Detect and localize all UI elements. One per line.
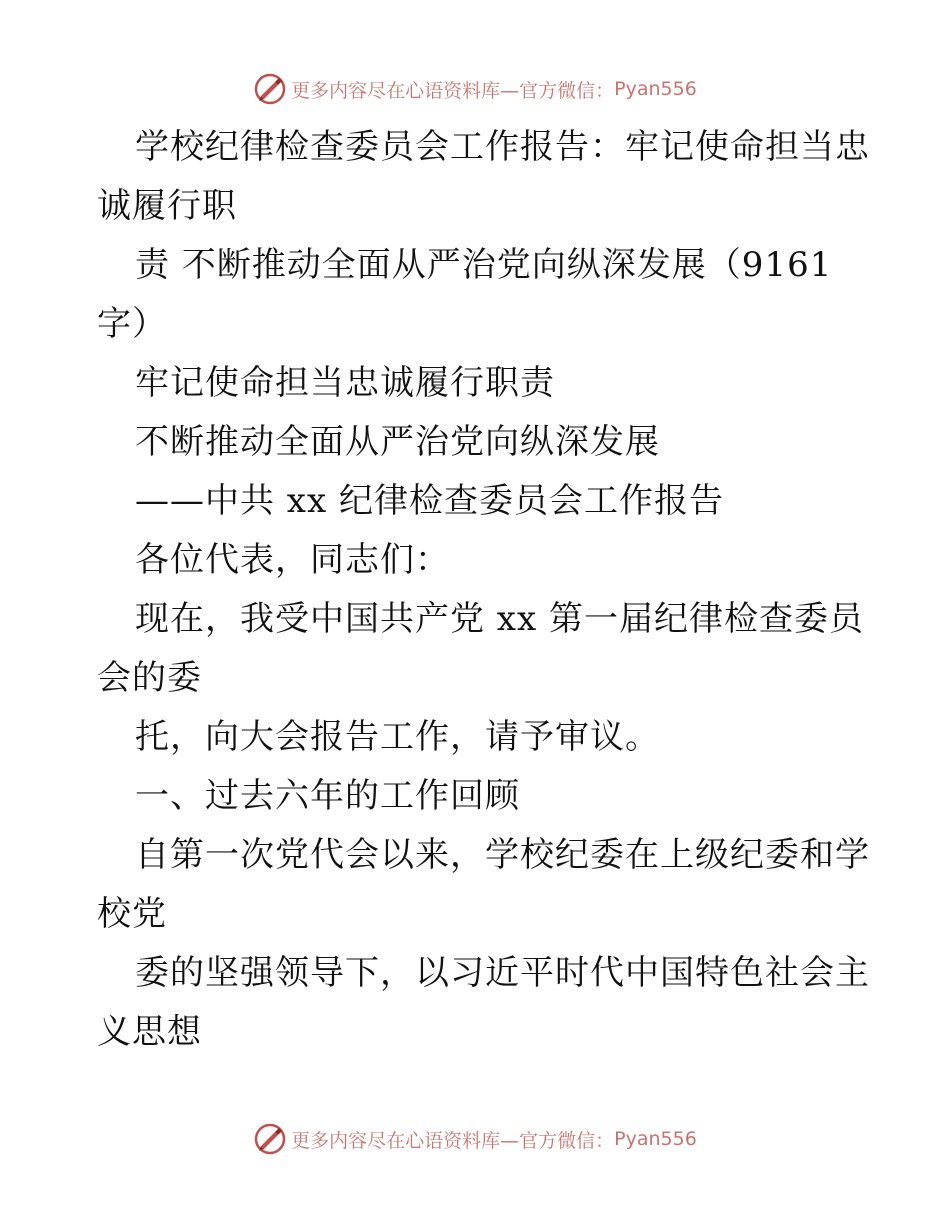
- text-line: 字）: [97, 304, 167, 344]
- pen-logo-icon: [253, 1122, 287, 1156]
- watermark-header: [0, 72, 950, 106]
- document-body: [0, 118, 950, 1062]
- text-line: 现在，我受中国共产党 xx 第一届纪律检查委员: [135, 599, 864, 639]
- text-line: 责 不断推动全面从严治党向纵深发展（9161: [135, 245, 833, 285]
- text-line: 校党: [97, 894, 167, 934]
- text-line: 学校纪律检查委员会工作报告：牢记使命担当忠: [135, 127, 870, 167]
- watermark-handle: Pyan556: [614, 1128, 697, 1150]
- text-line: 一、过去六年的工作回顾: [135, 776, 520, 816]
- text-line: 不断推动全面从严治党向纵深发展: [135, 422, 660, 462]
- text-line: 牢记使命担当忠诚履行职责: [135, 363, 555, 403]
- text-line: 委的坚强领导下，以习近平时代中国特色社会主: [135, 953, 870, 993]
- watermark-footer: [0, 1122, 950, 1156]
- text-line: 各位代表，同志们：: [135, 540, 450, 580]
- watermark-text: 更多内容尽在心语资料库—官方微信：: [291, 1129, 615, 1152]
- text-line: 诚履行职: [97, 186, 237, 226]
- text-line: 自第一次党代会以来，学校纪委在上级纪委和学: [135, 835, 870, 875]
- pen-logo-icon: [253, 72, 287, 106]
- text-line: 会的委: [97, 658, 202, 698]
- text-line: 义思想: [97, 1012, 202, 1052]
- watermark-handle: Pyan556: [614, 78, 697, 100]
- text-line: ——中共 xx 纪律检查委员会工作报告: [135, 481, 724, 521]
- text-line: 托，向大会报告工作，请予审议。: [135, 717, 660, 757]
- watermark-text: 更多内容尽在心语资料库—官方微信：: [291, 79, 615, 102]
